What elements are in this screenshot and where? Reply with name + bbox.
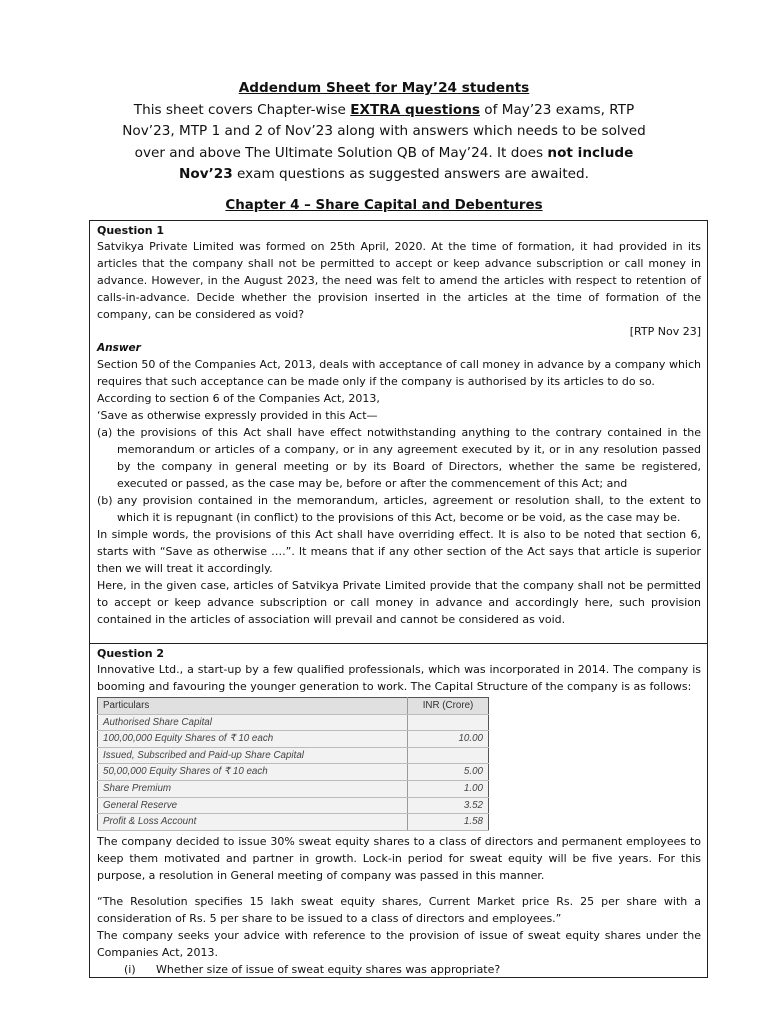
header-line-4: Nov’23 exam questions as suggested answers are awaited. (179, 166, 589, 182)
table-header-cell: INR (Crore) (408, 698, 489, 715)
question-2-text-2: The company decided to issue 30% sweat equity shares to a class of directors and permanent employees to keep them motivated and partner in growth. Lock-in period for sweat equity will be five years. For this purpose, a resolution in General meeting of company was passed in this manner. (97, 834, 701, 882)
addendum-header (90, 78, 678, 186)
question-2-sub-i: (i) Whether size of issue of sweat equity shares was appropriate? (124, 962, 501, 976)
header-line-3: over and above The Ultimate Solution QB of May’24. It does not include (134, 144, 634, 161)
question-2-resolution-quote: “The Resolution specifies 15 lakh sweat equity shares, Current Market price Rs. 25 per share with a consideration of Rs. 5 per share to be issued to a class of directors and employees.” (97, 894, 701, 925)
question-1-text: Satvikya Private Limited was formed on 25th April, 2020. At the time of formation, it had provided in its articles that the company shall not be permitted to accept or keep advance subscription or call money in advance. However, in the August 2023, the need was felt to amend the articles with respect to retention of calls-in-advance. Decide whether the provision inserted in the articles at the time of formation of the company, can be considered as void? (97, 240, 701, 321)
table-row: Profit & Loss Account 1.58 (98, 814, 489, 831)
question-1-box (89, 220, 708, 644)
table-row: 50,00,000 Equity Shares of ₹ 10 each 5.00 (98, 764, 489, 781)
header-line-1: This sheet covers Chapter-wise EXTRA questions of May’23 exams, RTP (133, 101, 635, 118)
table-row: Authorised Share Capital (98, 714, 489, 731)
table-row: General Reserve 3.52 (98, 797, 489, 814)
answer-1-para-3: ‘Save as otherwise expressly provided in this Act— (97, 409, 378, 422)
chapter-title: Chapter 4 – Share Capital and Debentures (225, 198, 543, 213)
capital-structure-table (97, 697, 489, 831)
table-row: 100,00,000 Equity Shares of ₹ 10 each 10.00 (98, 731, 489, 748)
table-header-cell: Particulars (98, 698, 408, 715)
answer-1-para-5: Here, in the given case, articles of Satvikya Private Limited provide that the company shall not be permitted to accept or keep advance subscription or call money in advance and accordingly here, such provision contained in the articles of association will prevail and cannot be considered as void. (97, 579, 701, 626)
header-title: Addendum Sheet for May’24 students (238, 80, 530, 96)
table-row: Share Premium 1.00 (98, 780, 489, 797)
table-header-row (98, 698, 489, 715)
answer-1-para-1: Section 50 of the Companies Act, 2013, deals with acceptance of call money in advance by a company which requires that such acceptance can be made only if the company is authorised by its articles to do so. (97, 358, 701, 388)
question-2-heading: Question 2 (97, 647, 165, 660)
extra-questions-emphasis: EXTRA questions (350, 101, 480, 118)
table-row: Issued, Subscribed and Paid-up Share Capital (98, 747, 489, 764)
answer-1-para-2: According to section 6 of the Companies Act, 2013, (97, 392, 380, 405)
answer-1-heading: Answer (97, 342, 141, 354)
question-2-text: Innovative Ltd., a start-up by a few qualified professionals, which was incorporated in 2014. The company is booming and favouring the younger generation to work. The Capital Structure of the company is as follows: (97, 663, 701, 693)
answer-1-para-4: In simple words, the provisions of this Act shall have overriding effect. It is also to be noted that section 6, starts with “Save as otherwise ….”. It means that if any other section of the Act says that article is superior then we will treat it accordingly. (97, 528, 701, 575)
header-line-2: Nov’23, MTP 1 and 2 of Nov’23 along with answers which needs to be solved (122, 123, 646, 139)
question-2-box (89, 643, 708, 978)
question-2-text-4: The company seeks your advice with reference to the provision of issue of sweat equity shares under the Companies Act, 2013. (97, 928, 701, 959)
answer-1-item-b: (b) any provision contained in the memorandum, articles, agreement or resolution shall, to the extent to which it is repugnant (in conflict) to the provisions of this Act, become or be void, as the case may be. (97, 494, 701, 524)
question-1-source: [RTP Nov 23] (629, 325, 701, 338)
answer-1-item-a: (a) the provisions of this Act shall have effect notwithstanding anything to the contrary contained in the memorandum or articles of a company, or in any agreement executed by it, or in any resolution passed by the company in general meeting or by its Board of Directors, whether the same be registered, executed or passed, as the case may be, before or after the commencement of this Act; and (97, 426, 701, 490)
question-1-heading: Question 1 (97, 224, 165, 237)
